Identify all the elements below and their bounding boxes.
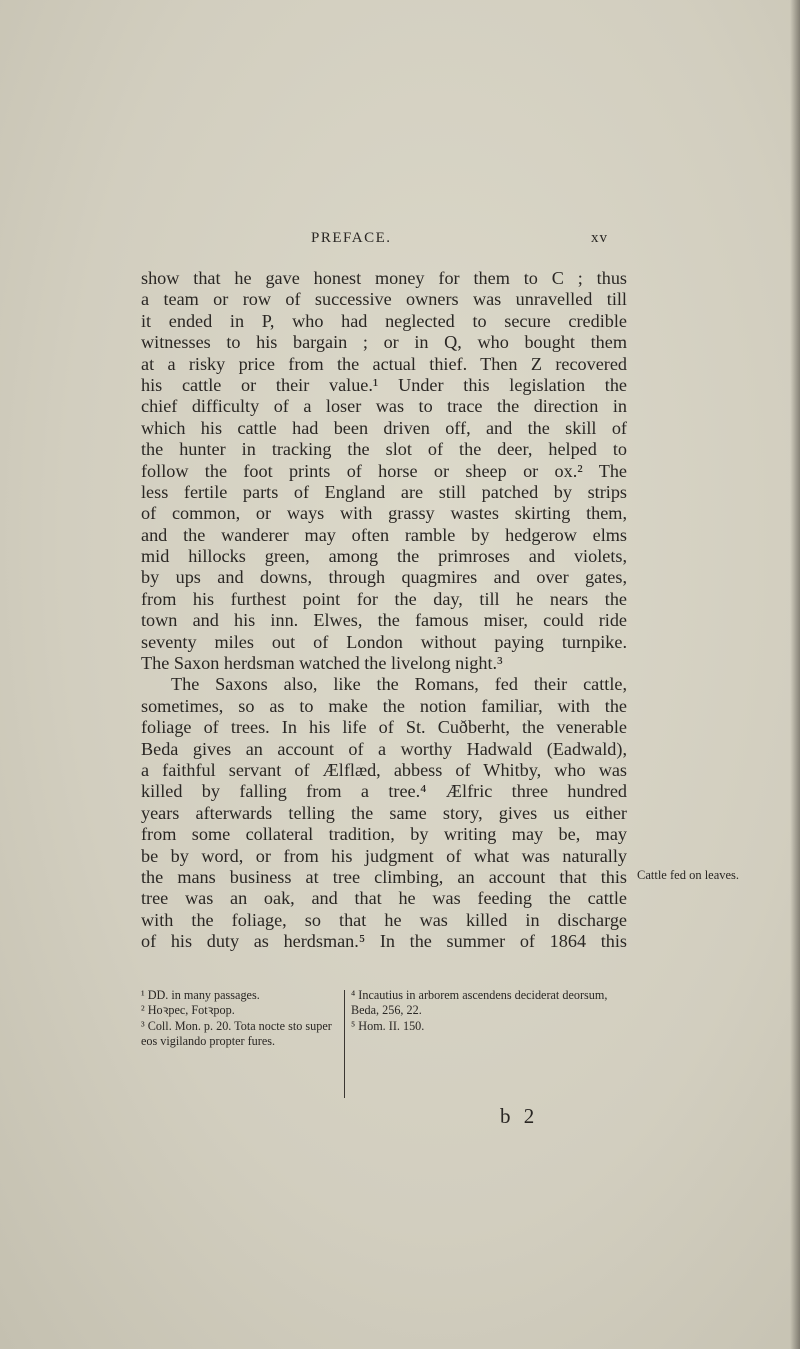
text-line: a faithful servant of Ælflæd, abbess of Whitby, who was	[141, 759, 627, 780]
text-line: seventy miles out of London without paying turnpike.	[141, 631, 627, 652]
footnote-divider	[344, 990, 345, 1098]
text-line: of common, or ways with grassy wastes skirting them,	[141, 503, 627, 524]
text-line: his cattle or their value.¹ Under this legislation the	[141, 374, 627, 395]
text-line: town and his inn. Elwes, the famous miser, could ride	[141, 610, 627, 631]
page-edge-shadow	[790, 0, 800, 1349]
text-line: by ups and downs, through quagmires and over gates,	[141, 567, 627, 588]
text-line: witnesses to his bargain ; or in Q, who bought them	[141, 332, 627, 353]
page-number: xv	[591, 230, 608, 246]
running-head: PREFACE.	[311, 230, 392, 246]
text-line: from some collateral tradition, by writing may be, may	[141, 824, 627, 845]
text-line: The Saxon herdsman watched the livelong night.³	[141, 653, 503, 674]
text-line: sometimes, so as to make the notion familiar, with the	[141, 695, 627, 716]
text-line: tree was an oak, and that he was feeding the cattle	[141, 888, 627, 909]
text-line: it ended in P, who had neglected to secure credible	[141, 310, 627, 331]
footnotes-right-column	[351, 988, 617, 1034]
footnote: ⁵ Hom. II. 150.	[351, 1018, 425, 1033]
text-line: The Saxons also, like the Romans, fed their cattle,	[171, 674, 627, 695]
text-line: years afterwards telling the same story, gives us either	[141, 802, 627, 823]
text-line: Beda gives an account of a worthy Hadwald (Eadwald),	[141, 738, 627, 759]
text-line: foliage of trees. In his life of St. Cuðberht, the venerable	[141, 717, 627, 738]
text-line: at a risky price from the actual thief. Then Z recovered	[141, 353, 627, 374]
text-line: from his furthest point for the day, till he nears the	[141, 588, 627, 609]
body-text	[141, 268, 627, 953]
signature-mark: b 2	[500, 1104, 539, 1128]
footnotes-left-column	[141, 988, 339, 1049]
footnote: ³ Coll. Mon. p. 20. Tota nocte sto super eos vigilando propter fures.	[141, 1018, 332, 1048]
text-line: show that he gave honest money for them to C ; thus	[141, 268, 627, 288]
text-line: with the foliage, so that he was killed in discharge	[141, 909, 627, 930]
footnote: ¹ DD. in many passages.	[141, 988, 260, 1002]
text-line: killed by falling from a tree.⁴ Ælfric three hundred	[141, 781, 627, 802]
text-line: a team or row of successive owners was unravelled till	[141, 289, 627, 310]
text-line: the hunter in tracking the slot of the deer, helped to	[141, 439, 627, 460]
text-line: chief difficulty of a loser was to trace the direction in	[141, 396, 627, 417]
text-line: of his duty as herdsman.⁵ In the summer of 1864 this	[141, 931, 627, 952]
text-line: be by word, or from his judgment of what was naturally	[141, 845, 627, 866]
text-line: which his cattle had been driven off, and the skill of	[141, 417, 627, 438]
footnote: ⁴ Incautius in arborem ascendens deciderat deorsum, Beda, 256, 22.	[351, 988, 608, 1018]
text-line: mid hillocks green, among the primroses and violets,	[141, 546, 627, 567]
text-line: follow the foot prints of horse or sheep or ox.² The	[141, 460, 627, 481]
footnote: ² Hoꝛpec, Fotꝛpop.	[141, 1003, 235, 1018]
margin-note: Cattle fed on leaves.	[637, 868, 740, 882]
page-header	[0, 230, 800, 252]
footnotes	[141, 988, 627, 1108]
text-line: the mans business at tree climbing, an account that this	[141, 866, 627, 887]
text-line: and the wanderer may often ramble by hedgerow elms	[141, 524, 627, 545]
text-line: less fertile parts of England are still patched by strips	[141, 481, 627, 502]
